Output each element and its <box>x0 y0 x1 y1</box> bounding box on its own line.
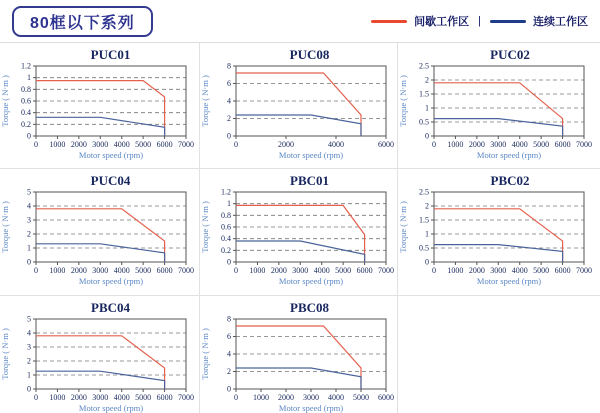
x-tick-label: 7000 <box>178 266 194 275</box>
y-tick-label: 0.5 <box>419 117 429 127</box>
x-tick-label: 5000 <box>135 393 152 402</box>
x-tick-label: 1000 <box>249 266 266 275</box>
x-tick-label: 2000 <box>70 393 87 402</box>
chart-svg <box>398 62 598 164</box>
x-tick-label: 3000 <box>92 140 109 149</box>
x-tick-label: 4000 <box>328 140 344 149</box>
y-tick-label: 1 <box>227 199 231 209</box>
y-axis-label: Torque ( N·m ) <box>200 328 210 380</box>
y-tick-label: 6 <box>227 79 231 88</box>
x-tick-label: 4000 <box>328 393 344 402</box>
x-tick-label: 2000 <box>70 140 87 149</box>
x-tick-label: 2000 <box>270 266 287 275</box>
chart-cell-PBC08 <box>200 296 398 413</box>
x-axis-label: Motor speed (rpm) <box>78 403 144 413</box>
chart-title: PBC01 <box>290 173 329 188</box>
chart-svg <box>0 315 200 413</box>
x-tick-label: 0 <box>34 266 38 275</box>
plot-frame <box>36 319 186 389</box>
y-tick-label: 0 <box>27 384 31 394</box>
y-tick-label: 0.8 <box>221 210 231 220</box>
x-axis-label: Motor speed (rpm) <box>78 276 144 286</box>
x-tick-label: 2000 <box>278 140 294 149</box>
charts-grid <box>0 42 600 413</box>
x-tick-label: 2000 <box>70 266 87 275</box>
chart-title: PUC08 <box>289 47 330 62</box>
chart-title: PUC02 <box>490 47 530 62</box>
empty-cell <box>398 296 600 413</box>
x-tick-label: 0 <box>432 140 436 149</box>
intermittent-curve <box>434 83 563 136</box>
y-tick-label: 8 <box>227 315 231 324</box>
x-tick-label: 6000 <box>356 266 373 275</box>
y-tick-label: 1.5 <box>419 89 429 99</box>
continuous-curve <box>36 117 165 136</box>
intermittent-curve <box>36 209 165 262</box>
x-tick-label: 7000 <box>178 393 194 402</box>
x-tick-label: 6000 <box>378 140 394 149</box>
x-axis-label: Motor speed (rpm) <box>78 150 144 160</box>
x-tick-label: 7000 <box>378 266 394 275</box>
y-tick-label: 0 <box>227 384 231 394</box>
x-tick-label: 4000 <box>113 140 130 149</box>
x-tick-label: 6000 <box>554 266 571 275</box>
y-tick-label: 0 <box>27 131 31 141</box>
y-tick-label: 6 <box>227 332 231 341</box>
y-tick-label: 1.2 <box>21 62 31 71</box>
continuous-line-icon <box>490 20 526 23</box>
y-tick-label: 0.8 <box>21 84 31 94</box>
x-tick-label: 7000 <box>178 140 194 149</box>
intermittent-curve <box>236 73 361 136</box>
y-tick-label: 2 <box>227 367 231 376</box>
series-title-badge: 80框以下系列 <box>12 6 153 37</box>
legend <box>371 13 588 29</box>
x-tick-label: 7000 <box>576 266 592 275</box>
header-bar <box>0 0 600 42</box>
intermittent-curve <box>236 205 365 262</box>
y-tick-label: 2 <box>425 201 429 211</box>
x-tick-label: 6000 <box>156 140 173 149</box>
chart-svg <box>200 315 398 413</box>
y-tick-label: 0 <box>425 131 429 141</box>
chart-svg <box>200 62 398 164</box>
y-tick-label: 0.6 <box>221 222 231 232</box>
x-tick-label: 4000 <box>511 266 528 275</box>
y-tick-label: 1 <box>27 73 31 83</box>
y-tick-label: 0 <box>27 257 31 267</box>
continuous-curve <box>434 245 563 262</box>
y-tick-label: 1 <box>425 229 429 239</box>
y-tick-label: 3 <box>27 342 31 352</box>
y-tick-label: 1 <box>27 370 31 380</box>
x-tick-label: 3000 <box>292 266 309 275</box>
x-tick-label: 3000 <box>490 266 507 275</box>
x-tick-label: 0 <box>432 266 436 275</box>
chart-svg <box>0 188 200 290</box>
y-tick-label: 0.4 <box>221 234 231 244</box>
y-tick-label: 5 <box>27 315 31 324</box>
y-tick-label: 1.2 <box>221 188 231 197</box>
x-tick-label: 3000 <box>92 393 109 402</box>
y-tick-label: 2.5 <box>419 62 429 71</box>
chart-title: PBC02 <box>490 173 530 188</box>
y-tick-label: 0.5 <box>419 243 429 253</box>
y-tick-label: 0.2 <box>21 119 31 129</box>
y-tick-label: 4 <box>27 328 31 338</box>
continuous-curve <box>434 119 563 136</box>
x-tick-label: 5000 <box>135 140 152 149</box>
intermittent-line-icon <box>371 20 407 23</box>
intermittent-curve <box>434 209 563 262</box>
x-tick-label: 3000 <box>303 393 319 402</box>
y-tick-label: 2 <box>27 356 31 366</box>
legend-label-continuous: 连续工作区 <box>533 16 588 28</box>
legend-label-intermittent: 间歇工作区 <box>414 16 470 28</box>
y-tick-label: 0.6 <box>21 96 31 106</box>
intermittent-curve <box>36 336 165 389</box>
plot-frame <box>36 192 186 262</box>
x-tick-label: 7000 <box>576 140 592 149</box>
y-tick-label: 1.5 <box>419 215 429 225</box>
y-tick-label: 4 <box>27 201 31 211</box>
continuous-curve <box>236 241 365 262</box>
x-tick-label: 0 <box>234 266 238 275</box>
chart-cell-PBC01 <box>200 169 398 296</box>
legend-separator: | <box>478 15 481 27</box>
y-tick-label: 0 <box>227 257 231 267</box>
x-tick-label: 4000 <box>113 266 130 275</box>
x-tick-label: 4000 <box>113 393 130 402</box>
y-axis-label: Torque ( N·m ) <box>200 75 210 127</box>
y-axis-label: Torque ( N·m ) <box>398 201 408 253</box>
x-tick-label: 2000 <box>468 140 485 149</box>
y-axis-label: Torque ( N·m ) <box>0 328 10 380</box>
chart-title: PBC08 <box>290 300 329 315</box>
x-tick-label: 5000 <box>353 393 369 402</box>
x-axis-label: Motor speed (rpm) <box>278 150 344 160</box>
x-tick-label: 0 <box>234 393 238 402</box>
chart-svg <box>398 188 598 290</box>
chart-svg <box>0 62 200 164</box>
y-tick-label: 0.4 <box>21 108 31 118</box>
x-tick-label: 1000 <box>253 393 269 402</box>
y-tick-label: 4 <box>227 96 231 106</box>
chart-title: PBC04 <box>91 300 130 315</box>
x-tick-label: 1000 <box>447 266 464 275</box>
y-tick-label: 0 <box>425 257 429 267</box>
chart-cell-PBC02 <box>398 169 600 296</box>
x-tick-label: 5000 <box>335 266 352 275</box>
y-tick-label: 4 <box>227 349 231 359</box>
y-tick-label: 8 <box>227 62 231 71</box>
x-tick-label: 3000 <box>490 140 507 149</box>
y-tick-label: 2.5 <box>419 188 429 197</box>
chart-cell-PUC08 <box>200 43 398 169</box>
y-tick-label: 2 <box>27 229 31 239</box>
chart-cell-PUC01 <box>0 43 200 169</box>
x-axis-label: Motor speed (rpm) <box>476 276 542 286</box>
x-tick-label: 6000 <box>156 393 173 402</box>
x-tick-label: 1000 <box>49 266 66 275</box>
y-tick-label: 1 <box>425 103 429 113</box>
x-axis-label: Motor speed (rpm) <box>278 403 344 413</box>
y-axis-label: Torque ( N·m ) <box>0 201 10 253</box>
x-tick-label: 0 <box>234 140 238 149</box>
chart-title: PUC01 <box>90 47 131 62</box>
x-tick-label: 0 <box>34 140 38 149</box>
x-tick-label: 0 <box>34 393 38 402</box>
y-axis-label: Torque ( N·m ) <box>0 75 10 127</box>
continuous-curve <box>36 244 165 262</box>
y-tick-label: 5 <box>27 188 31 197</box>
chart-cell-PUC04 <box>0 169 200 296</box>
y-tick-label: 0.2 <box>221 245 231 255</box>
x-tick-label: 3000 <box>92 266 109 275</box>
x-tick-label: 2000 <box>278 393 294 402</box>
y-tick-label: 0 <box>227 131 231 141</box>
x-tick-label: 2000 <box>468 266 485 275</box>
x-tick-label: 1000 <box>447 140 464 149</box>
x-tick-label: 5000 <box>533 140 550 149</box>
x-tick-label: 4000 <box>313 266 330 275</box>
chart-cell-PBC04 <box>0 296 200 413</box>
y-tick-label: 2 <box>425 75 429 85</box>
x-tick-label: 6000 <box>156 266 173 275</box>
continuous-curve <box>36 371 165 389</box>
x-tick-label: 4000 <box>511 140 528 149</box>
x-tick-label: 1000 <box>49 140 66 149</box>
x-axis-label: Motor speed (rpm) <box>278 276 344 286</box>
intermittent-curve <box>236 326 361 389</box>
x-tick-label: 5000 <box>533 266 550 275</box>
chart-cell-PUC02 <box>398 43 600 169</box>
x-tick-label: 6000 <box>554 140 571 149</box>
chart-svg <box>200 188 398 290</box>
y-tick-label: 3 <box>27 215 31 225</box>
intermittent-curve <box>36 81 165 136</box>
y-tick-label: 1 <box>27 243 31 253</box>
x-tick-label: 5000 <box>135 266 152 275</box>
x-axis-label: Motor speed (rpm) <box>476 150 542 160</box>
chart-title: PUC04 <box>90 173 131 188</box>
y-tick-label: 2 <box>227 114 231 123</box>
y-axis-label: Torque ( N·m ) <box>200 201 210 253</box>
y-axis-label: Torque ( N·m ) <box>398 75 408 127</box>
x-tick-label: 1000 <box>49 393 66 402</box>
x-tick-label: 6000 <box>378 393 394 402</box>
